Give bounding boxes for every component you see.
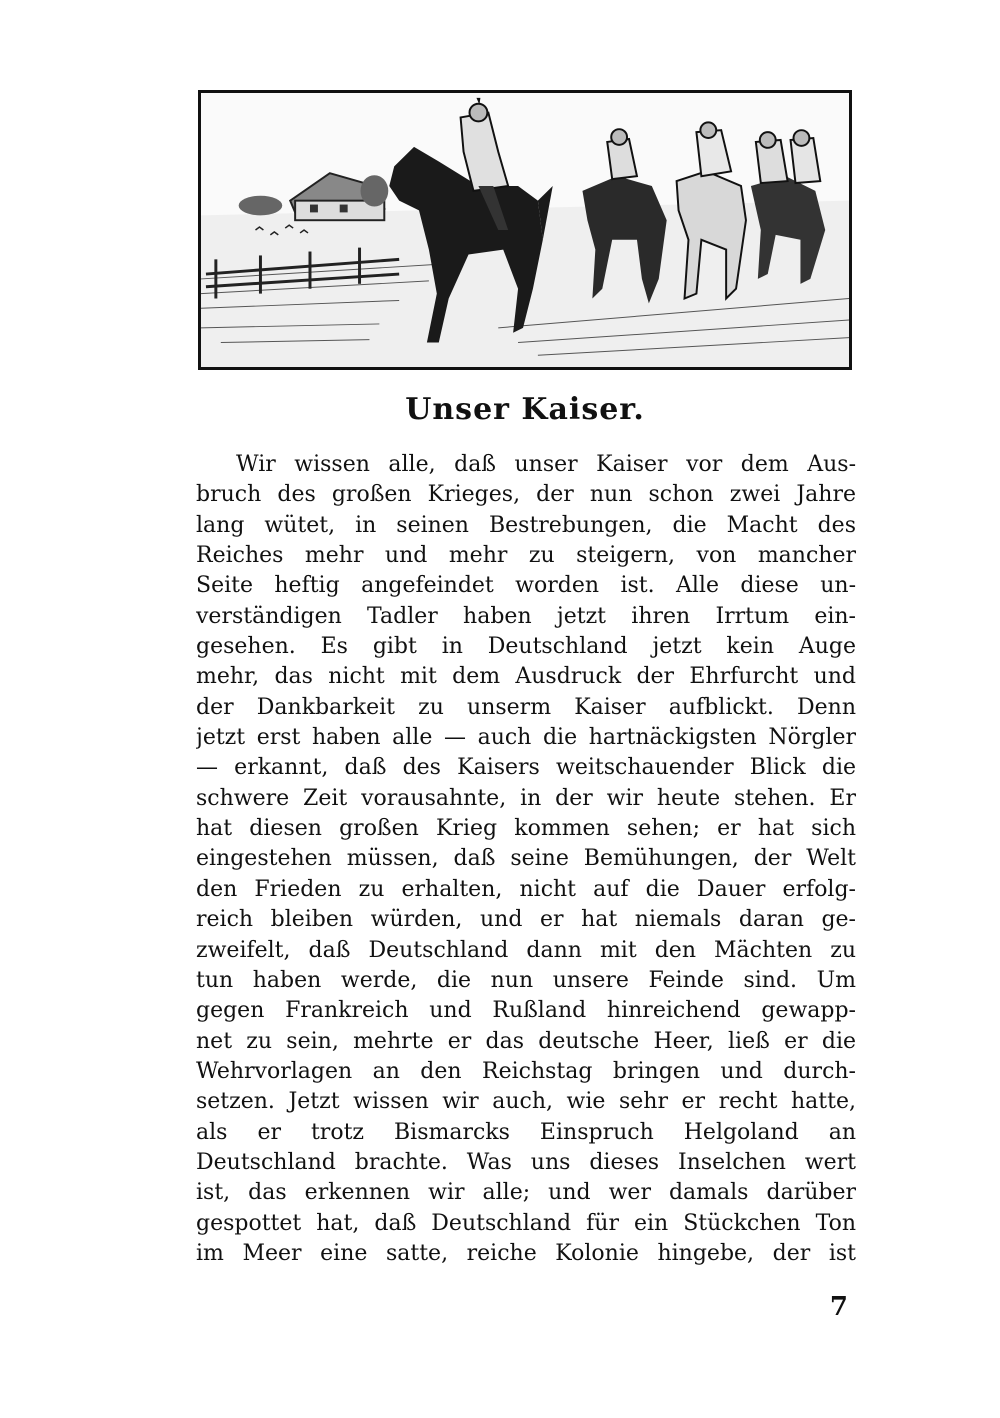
body-paragraph bbox=[196, 450, 856, 1269]
text-line: gesehen. Es gibt in Deutschland jetzt kein Auge bbox=[196, 634, 856, 660]
text-line: Reiches mehr und mehr zu steigern, von mancher bbox=[196, 543, 856, 569]
text-line: Seite heftig angefeindet worden ist. Alle diese un- bbox=[196, 573, 856, 599]
text-line: gespottet hat, daß Deutschland für ein Stückchen Ton bbox=[196, 1210, 856, 1236]
text-line: hat diesen großen Krieg kommen sehen; er hat sich bbox=[196, 816, 856, 842]
text-line: Wehrvorlagen an den Reichstag bringen und durch- bbox=[196, 1058, 856, 1084]
text-line: lang wütet, in seinen Bestrebungen, die Macht des bbox=[196, 512, 856, 538]
illustration-mounted-riders bbox=[198, 90, 852, 370]
text-line: reich bleiben würden, und er hat niemals daran ge- bbox=[196, 907, 856, 933]
page-number: 7 bbox=[829, 1292, 848, 1322]
text-line: Wir wissen alle, daß unser Kaiser vor dem Aus- bbox=[236, 452, 856, 477]
text-line: zweifelt, daß Deutschland dann mit den Mächten zu bbox=[196, 937, 856, 963]
text-line: mehr, das nicht mit dem Ausdruck der Ehrfurcht und bbox=[196, 664, 856, 690]
engraving-image bbox=[201, 93, 849, 367]
text-line: der Dankbarkeit zu unserm Kaiser aufblickt. Denn bbox=[196, 694, 856, 720]
text-line: verständigen Tadler haben jetzt ihren Irrtum ein- bbox=[196, 603, 856, 629]
chapter-title: Unser Kaiser. bbox=[405, 392, 645, 427]
text-line: schwere Zeit vorausahnte, in der wir heute stehen. Er bbox=[196, 785, 856, 811]
text-line: eingestehen müssen, daß seine Bemühungen, der Welt bbox=[196, 846, 856, 872]
text-line: jetzt erst haben alle — auch die hartnäckigsten Nörgler bbox=[196, 725, 856, 751]
text-line: tun haben werde, die nun unsere Feinde sind. Um bbox=[196, 967, 856, 993]
text-line: im Meer eine satte, reiche Kolonie hingebe, der ist bbox=[196, 1240, 856, 1266]
text-line: gegen Frankreich und Rußland hinreichend gewapp- bbox=[196, 998, 856, 1024]
text-line: setzen. Jetzt wissen wir auch, wie sehr er recht hatte, bbox=[196, 1089, 856, 1115]
text-line: bruch des großen Krieges, der nun schon zwei Jahre bbox=[196, 482, 856, 508]
text-line: ist, das erkennen wir alle; und wer damals darüber bbox=[196, 1180, 856, 1206]
text-line: als er trotz Bismarcks Einspruch Helgoland an bbox=[196, 1119, 856, 1145]
text-line: — erkannt, daß des Kaisers weitschauender Blick die bbox=[196, 755, 856, 781]
text-line: den Frieden zu erhalten, nicht auf die Dauer erfolg- bbox=[196, 876, 856, 902]
text-line: net zu sein, mehrte er das deutsche Heer, ließ er die bbox=[196, 1028, 856, 1054]
text-line: Deutschland brachte. Was uns dieses Inselchen wert bbox=[196, 1149, 856, 1175]
